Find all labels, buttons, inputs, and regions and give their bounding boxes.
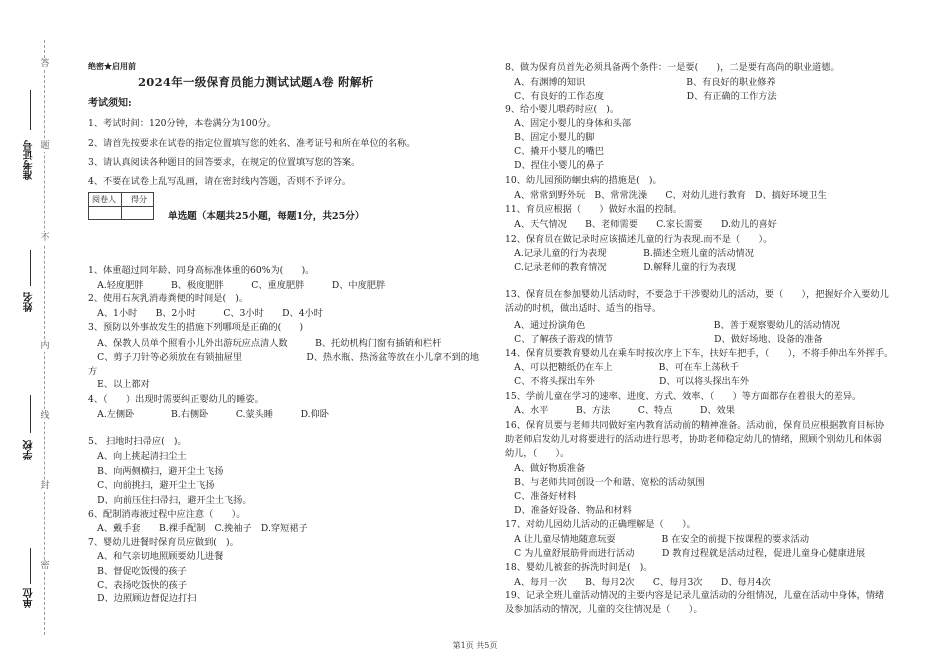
page-title: 2024年一级保育员能力测试试题A卷 附解析 (138, 75, 374, 89)
question-line: A、通过扮演角色 B、善于观察婴幼儿的活动情况 (505, 320, 840, 331)
question-line: A.左侧卧 B.右侧卧 C.蒙头睡 D.仰卧 (88, 409, 329, 420)
question-line: A.记录儿童的行为表现 B.描述全班儿童的活动情况 (505, 248, 754, 259)
question-line: A、有渊博的知识 B、有良好的职业修养 (505, 77, 776, 88)
exam-number-label: 准考证号 (24, 140, 35, 180)
question-line: D、向前压住扫帚扫，避开尘土飞扬。 (88, 495, 252, 506)
question-line: B、督促吃饭慢的孩子 (88, 566, 187, 577)
question-line: C、表扬吃饭快的孩子 (88, 580, 187, 591)
question-line: 10、幼儿园预防蛔虫病的措施是( )。 (505, 175, 662, 186)
question-line: A、和气亲切地照顾要幼儿进餐 (88, 551, 224, 562)
question-line: 9、给小婴儿喂药时应( )。 (505, 104, 620, 115)
seal-char: 封 (38, 480, 52, 492)
notice-item: 4、不要在试卷上乱写乱画，请在密封线内答题，否则不予评分。 (88, 176, 352, 187)
question-line: 幼儿，（ ）。 (505, 448, 570, 459)
score-label: 得分 (131, 195, 147, 204)
seal-char: 线 (38, 410, 52, 422)
question-line: A、每月一次 B、每月2次 C、每月3次 D、每月4次 (505, 577, 771, 588)
secret-mark: 绝密★启用前 (88, 61, 136, 71)
question-line: C、撬开小婴儿的嘴巴 (505, 146, 604, 157)
question-line: 15、学前儿童在学习的速率、进度、方式、效率、（ ）等方面都存在着很大的差异。 (505, 391, 862, 402)
unit-label: 单位 (24, 588, 35, 608)
question-line: A、水平 B、方法 C、特点 D、效果 (505, 405, 735, 416)
fill-line (30, 395, 31, 433)
question-line: 12、保育员在做记录时应该描述儿童的行为表现.而不是（ ）。 (505, 234, 773, 245)
question-line: C、有良好的工作态度 D、有正确的工作方法 (505, 91, 777, 102)
question-line: B、向两侧横扫，避开尘土飞扬 (88, 466, 224, 477)
seal-char: 不 (38, 232, 52, 244)
question-line: C、剪子刀针等必须放在有锁抽屉里 D、热水瓶、热汤盆等放在小儿拿不到的地 (88, 352, 480, 363)
question-line: B、固定小婴儿的脚 (505, 132, 595, 143)
question-line: C、了解孩子游戏的情节 D、做好场地、设备的准备 (505, 334, 823, 345)
question-line: 6、配制消毒液过程中应注意（ ）。 (88, 509, 246, 520)
question-line: A、向上挑起清扫尘土 (88, 451, 187, 462)
question-line: 活动的时机，做出适时、适当的指导。 (505, 303, 662, 314)
question-line: A、固定小婴儿的身体和头部 (505, 118, 632, 129)
question-line: D、捏住小婴儿的鼻子 (505, 160, 605, 171)
section-heading: 单选题（本题共25小题，每题1分，共25分） (168, 211, 365, 222)
fill-line (30, 548, 31, 584)
question-line: 及参加活动的情况，儿童的交往情况是（ ）。 (505, 604, 703, 615)
seal-char: 题 (38, 140, 52, 152)
question-line: 5、 扫地时扫帚应( )。 (88, 436, 187, 447)
question-line: 14、保育员要教育婴幼儿在乘车时按次序上下车，扶好车把手，（ ），不将手伸出车外挥手。 (505, 348, 894, 359)
question-line: A、天气情况 B、老师需要 C.家长需要 D.幼儿的喜好 (505, 219, 777, 230)
question-line: 11、育员应根据（ ）做好水温的控制。 (505, 204, 683, 215)
name-label: 姓名 (24, 292, 35, 312)
seal-dashed-line (44, 40, 45, 635)
question-line: C、不将头探出车外 D、可以将头探出车外 (505, 376, 750, 387)
question-line: A、戴手套 B.裸手配制 C.挽袖子 D.穿短裙子 (88, 523, 308, 534)
grader-label: 阅卷人 (92, 195, 116, 204)
question-line: A、做好物质准备 (505, 463, 586, 474)
question-line: 方 (88, 366, 98, 377)
question-line: A.轻度肥胖 B、极度肥胖 C、重度肥胖 D、中度肥胖 (88, 280, 386, 291)
notice-item: 1、考试时间：120分钟，本卷满分为100分。 (88, 118, 276, 129)
binding-margin (0, 0, 70, 671)
fill-line (30, 250, 31, 286)
score-table (88, 192, 154, 220)
question-line: 7、婴幼儿进餐时保育员应做到( )。 (88, 537, 239, 548)
question-line: 18、婴幼儿被套的拆洗时间是( )。 (505, 562, 653, 573)
question-line: 8、做为保育员首先必须具备两个条件：一是要( )，二是要有高尚的职业道德。 (505, 62, 840, 73)
school-label: 学校 (24, 440, 35, 460)
score-table-divider (121, 193, 122, 219)
fill-line (30, 90, 31, 130)
question-line: A、1小时 B、2小时 C、3小时 D、4小时 (88, 308, 323, 319)
seal-char: 答 (38, 58, 52, 70)
seal-char: 密 (38, 560, 52, 572)
question-line: 2、使用石灰乳消毒粪便的时间是( )。 (88, 293, 249, 304)
question-line: C、向前挑扫，避开尘土飞扬 (88, 480, 215, 491)
question-line: 13、保育员在参加婴幼儿活动时，不要急于干涉婴幼儿的活动，要（ ），把握好介入要幼儿 (505, 289, 889, 300)
notice-item: 2、请首先按要求在试卷的指定位置填写您的姓名、准考证号和所在单位的名称。 (88, 138, 416, 149)
question-line: 助老师启发幼儿对将要进行的活动进行思考，协助老师稳定幼儿的情绪，照顾个别幼儿和体弱 (505, 434, 882, 445)
question-line: 17、对幼儿园幼儿活动的正确理解是（ ）。 (505, 519, 696, 530)
question-line: C、准备好材料 (505, 491, 577, 502)
question-line: B、与老师共同创设一个和谐、宽松的活动氛围 (505, 477, 705, 488)
page-footer: 第1页 共5页 (452, 641, 498, 650)
question-line: 4、（ ）出现时需要纠正婴幼儿的睡姿。 (88, 394, 264, 405)
notice-item: 3、请认真阅读各种题目的回答要求，在规定的位置填写您的答案。 (88, 157, 361, 168)
question-line: E、以上都对 (88, 379, 150, 390)
question-line: 3、预防以外事故发生的措施下列哪项是正确的( ) (88, 322, 304, 333)
question-line: C 为儿童舒展筋骨而进行活动 D 教育过程就是活动过程，促进儿童身心健康进展 (505, 548, 866, 559)
question-line: 19、记录全班儿童活动情况的主要内容是记录儿童活动的分组情况，儿童在活动中身体，情绪 (505, 590, 885, 601)
seal-char: 内 (38, 340, 52, 352)
question-line: D、边照顾边督促边打扫 (88, 593, 197, 604)
question-line: D、准备好设备、物品和材料 (505, 505, 632, 516)
question-line: C.记录老师的教育情况 D.解释儿童的行为表现 (505, 262, 736, 273)
question-line: A 让儿童尽情地随意玩耍 B 在安全的前提下按课程的要求活动 (505, 534, 810, 545)
question-line: A、常常到野外玩 B、常常洗澡 C、对幼儿进行教育 D、搞好环境卫生 (505, 190, 827, 201)
question-line: 1、体重超过同年龄、同身高标准体重的60%为( )。 (88, 265, 315, 276)
notice-heading: 考试须知: (88, 98, 132, 109)
question-line: A、可以把糖纸仍在车上 B、可在车上荡秋千 (505, 362, 739, 373)
question-line: A、保教人员单个照看小儿外出游玩应点清人数 B、托幼机构门窗有插销和栏杆 (88, 338, 442, 349)
question-line: 16、保育员要与老师共同做好室内教育活动前的精神准备。活动前，保育员应根据教育目标协 (505, 420, 885, 431)
